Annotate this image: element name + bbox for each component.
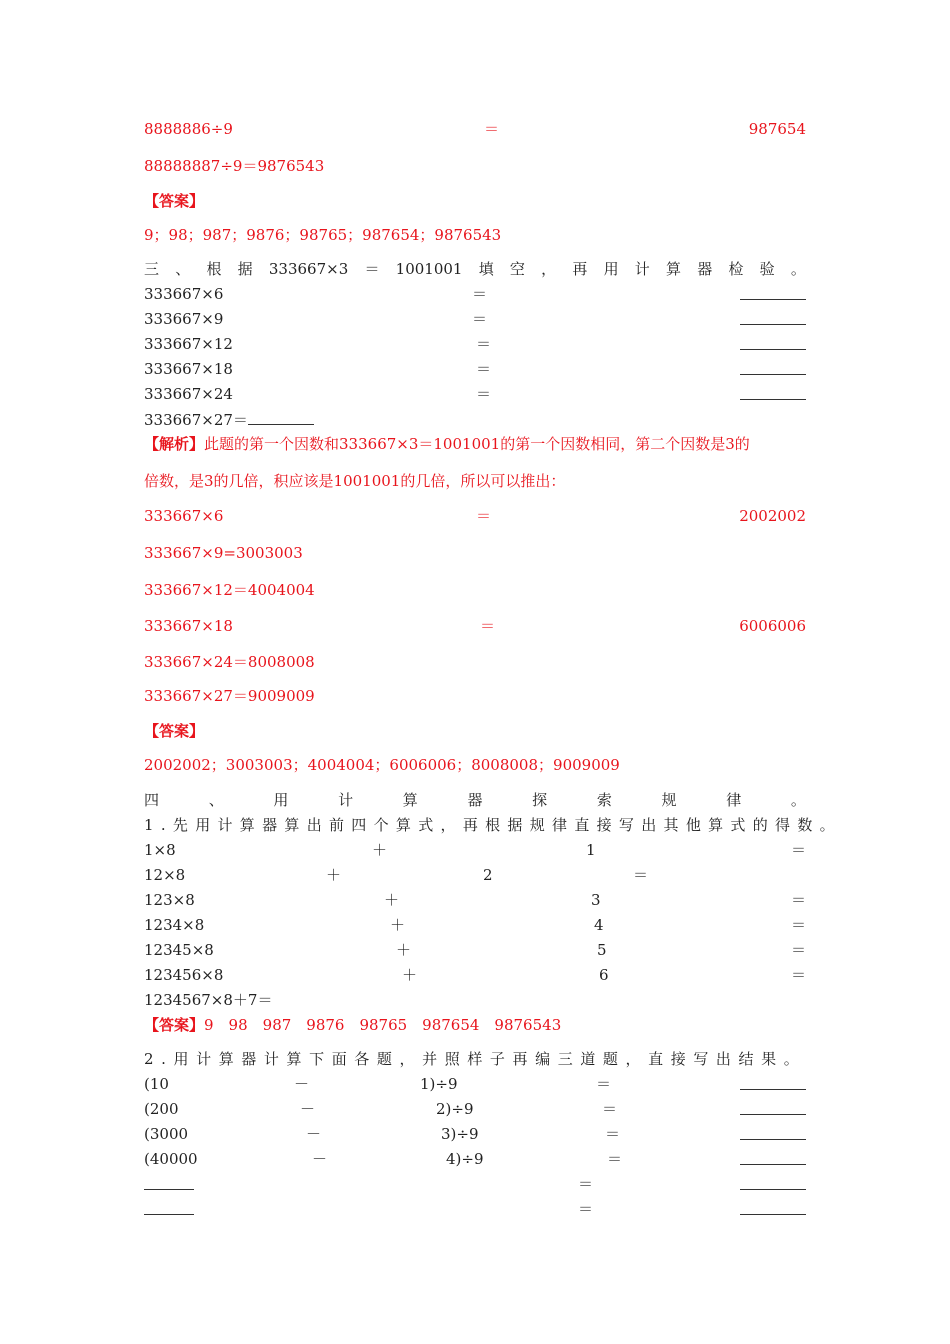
answer-line: 【答案】9 98 987 9876 98765 987654 9876543 [144, 1016, 562, 1034]
question-blank[interactable] [144, 1196, 194, 1215]
pattern-row: 1×8 ＋ 1 ＝ [144, 841, 806, 859]
pattern-row: 1234567×8＋7＝ [144, 991, 273, 1009]
answer-blank[interactable] [740, 1121, 806, 1140]
answer-blank[interactable] [248, 406, 314, 425]
answer-blank[interactable] [740, 306, 806, 325]
answer-blank[interactable] [740, 331, 806, 350]
answer-blank[interactable] [740, 1096, 806, 1115]
pattern-row: 1234×8 ＋ 4 ＝ [144, 916, 806, 934]
exercise-row: 333667×27＝ [144, 406, 806, 432]
pattern-row: 12×8 ＋ 2 ＝ [144, 866, 649, 884]
answer-text: 9；98；987；9876；98765；987654；9876543 [144, 226, 502, 244]
section-3-title: 三 、 根 据 333667×3 ＝ 1001001 填 空 ， 再 用 计 算 器 检 验 。 [144, 260, 806, 278]
answer-blank[interactable] [740, 1171, 806, 1190]
answer-blank[interactable] [740, 1071, 806, 1090]
exercise-row: (3000 － 3)÷9 ＝ [144, 1121, 806, 1147]
exercise-row: (10 － 1)÷9 ＝ [144, 1071, 806, 1097]
result-row: 333667×27＝9009009 [144, 687, 315, 705]
exercise-row: 333667×18 ＝ [144, 356, 806, 382]
pattern-row: 12345×8 ＋ 5 ＝ [144, 941, 806, 959]
analysis-line-2: 倍数，是3的几倍，积应该是1001001的几倍，所以可以推出： [144, 472, 566, 490]
question-2: 2.用计算器计算下面各题，并照样子再编三道题，直接写出结果。 [144, 1050, 807, 1068]
answer-label: 【答案】 [144, 192, 205, 210]
analysis-line-1: 【解析】此题的第一个因数和333667×3＝1001001的第一个因数相同，第二个因数是3的 [144, 435, 750, 453]
answer-blank[interactable] [740, 281, 806, 300]
answer-label: 【答案】 [144, 722, 205, 740]
exercise-row: 333667×6 ＝ [144, 281, 806, 307]
exercise-row: (200 － 2)÷9 ＝ [144, 1096, 806, 1122]
answer-text: 2002002；3003003；4004004；6006006；8008008；9009009 [144, 756, 620, 774]
answer-blank[interactable] [740, 1196, 806, 1215]
result-row: 333667×12＝4004004 [144, 581, 315, 599]
pattern-row: 123×8 ＋ 3 ＝ [144, 891, 806, 909]
result-row: 333667×18 ＝ 6006006 [144, 617, 806, 635]
result-row: 333667×6 ＝ 2002002 [144, 507, 806, 525]
section-4-title: 四 、 用 计 算 器 探 索 规 律 。 [144, 791, 806, 809]
answer-blank[interactable] [740, 1146, 806, 1165]
blank-row: ＝ [144, 1171, 806, 1197]
exercise-row: 333667×9 ＝ [144, 306, 806, 332]
exercise-row: (40000 － 4)÷9 ＝ [144, 1146, 806, 1172]
answer-line-1: 8888886÷9 ＝ 987654 [144, 120, 806, 138]
answer-blank[interactable] [740, 356, 806, 375]
question-blank[interactable] [144, 1171, 194, 1190]
answer-blank[interactable] [740, 381, 806, 400]
question-1: 1.先用计算器算出前四个算式，再根据规律直接写出其他算式的得数。 [144, 816, 842, 834]
answer-line-2: 88888887÷9＝9876543 [144, 157, 325, 175]
result-row: 333667×24＝8008008 [144, 653, 315, 671]
blank-row: ＝ [144, 1196, 806, 1222]
exercise-row: 333667×24 ＝ [144, 381, 806, 407]
exercise-row: 333667×12 ＝ [144, 331, 806, 357]
result-row: 333667×9=3003003 [144, 544, 303, 562]
pattern-row: 123456×8 ＋ 6 ＝ [144, 966, 806, 984]
